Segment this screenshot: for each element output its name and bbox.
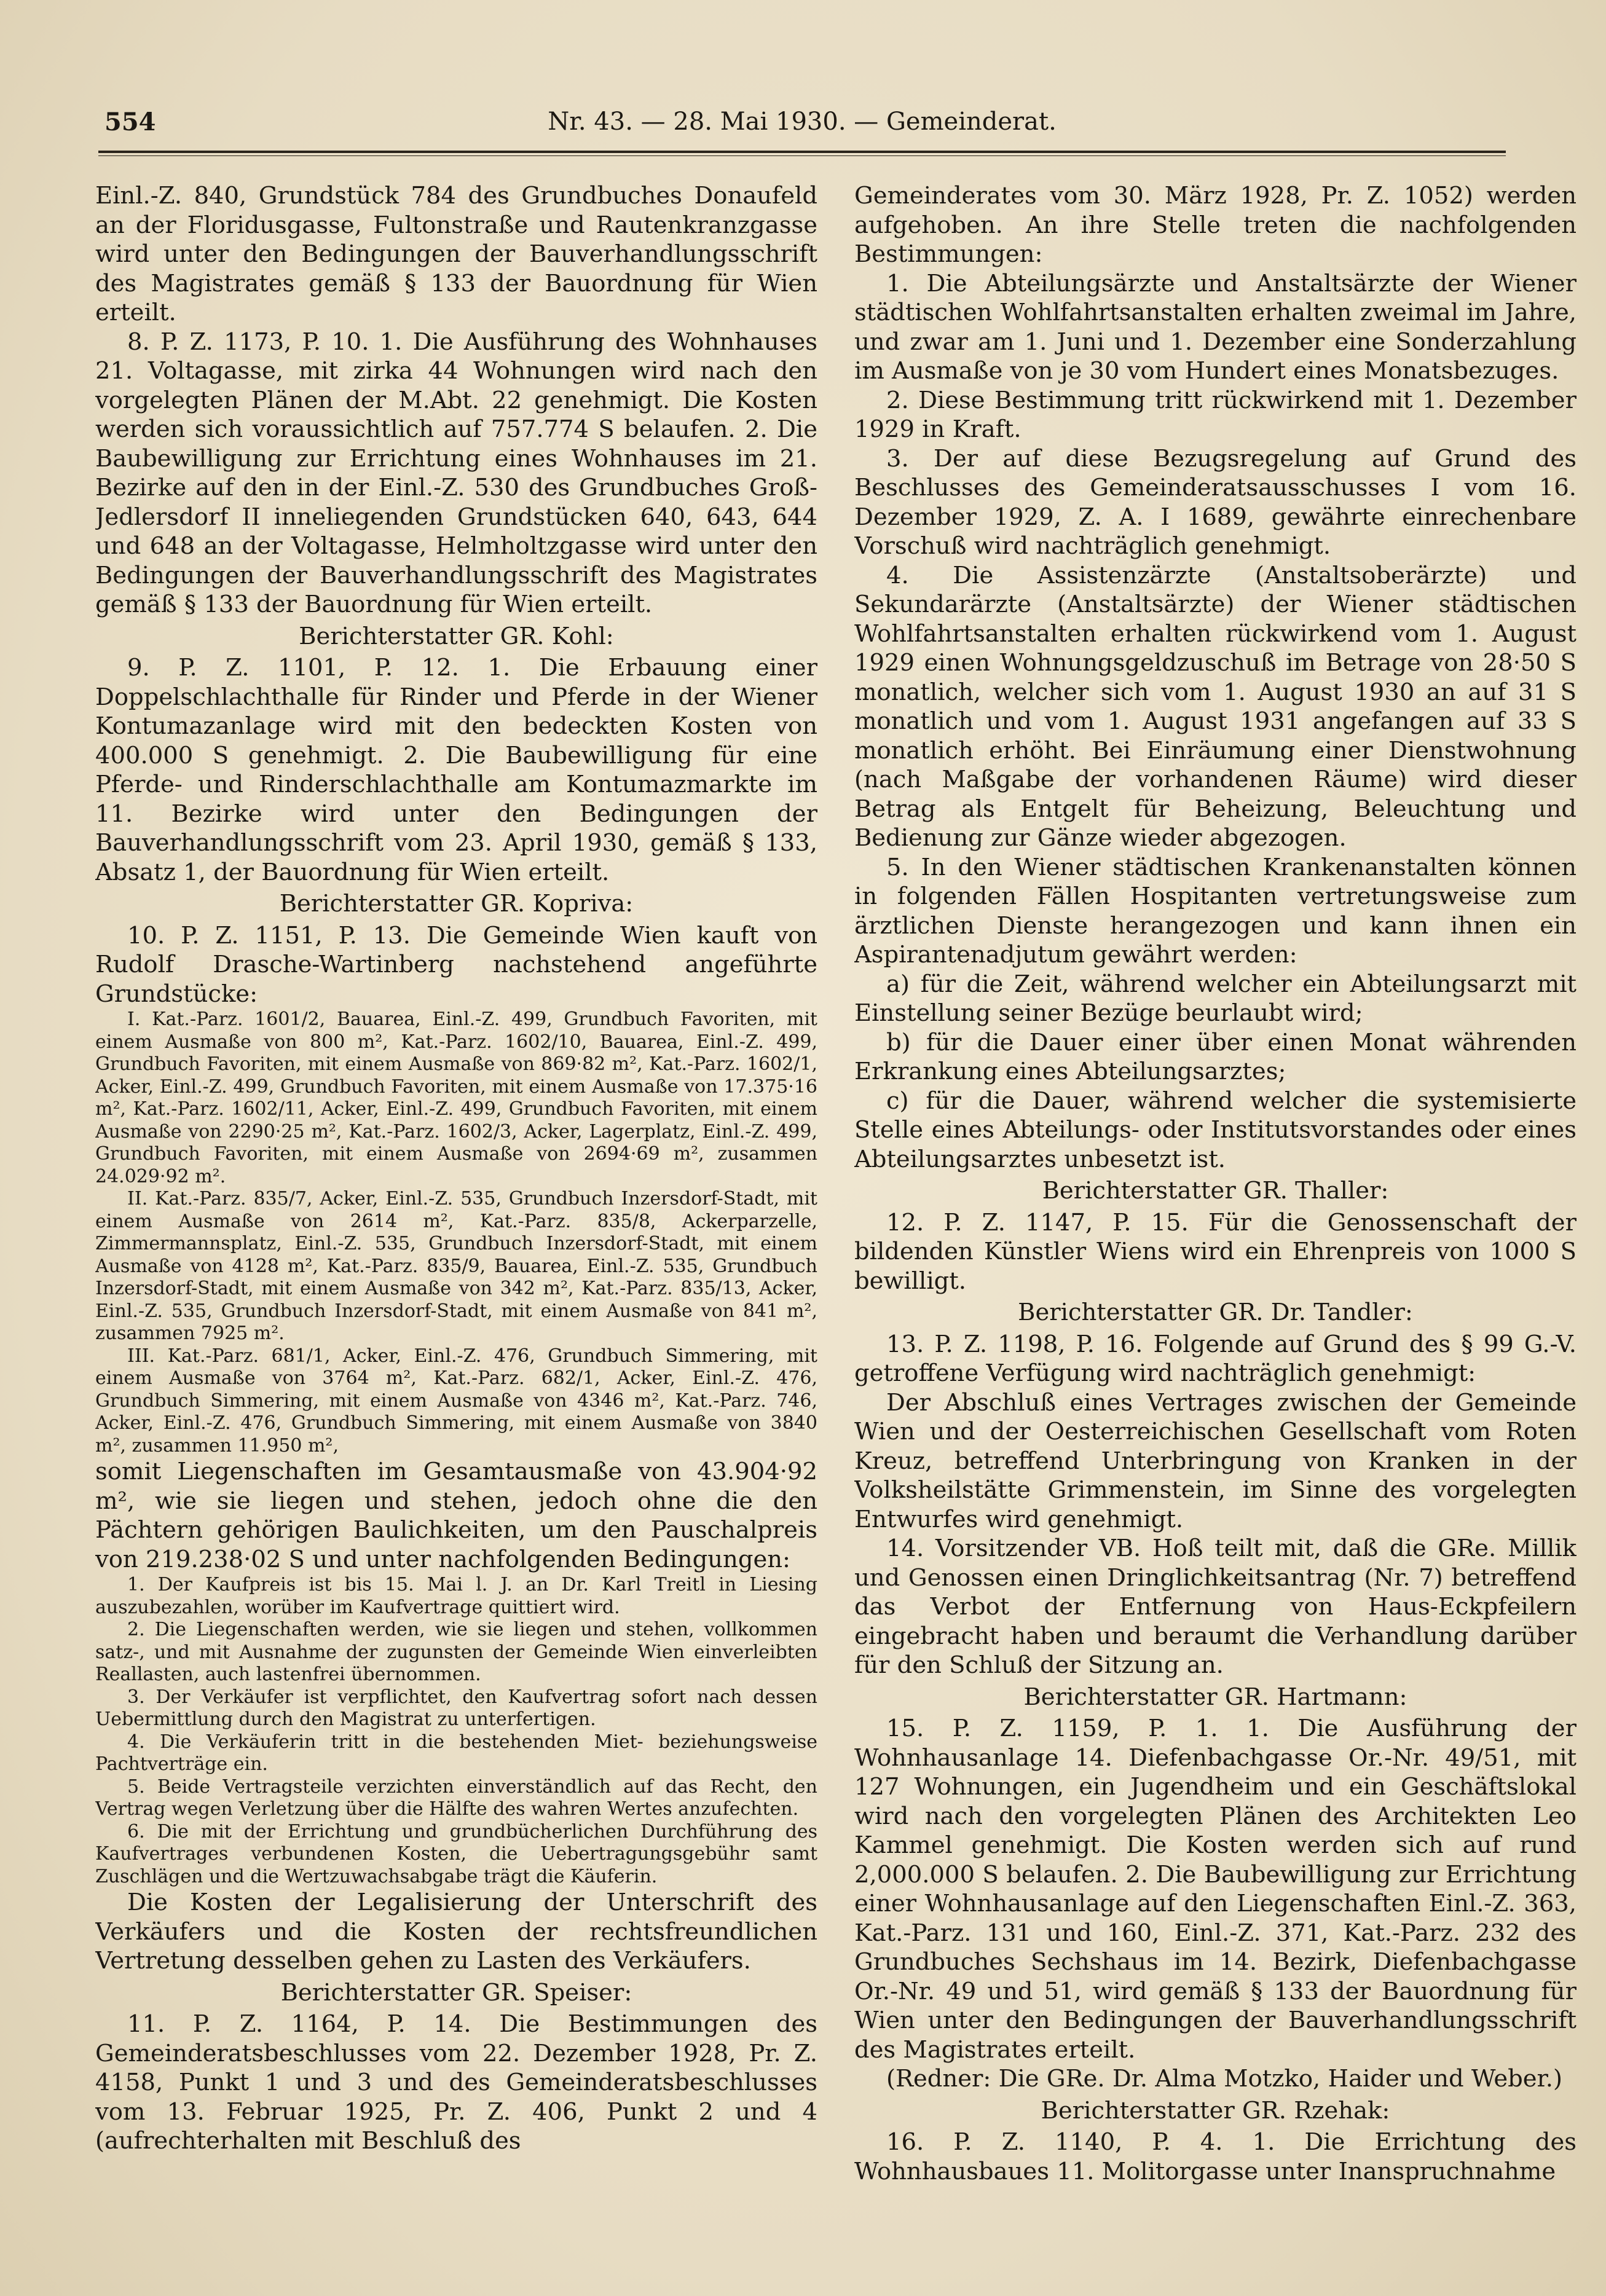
condition-item: 1. Der Kaufpreis ist bis 15. Mai l. J. an Dr. Karl Treitl in Liesing auszubezahlen, worüber im Kaufvertrage quittiert wird.: [95, 1574, 817, 1618]
section-heading: Berichterstatter GR. Dr. Tandler:: [1018, 1299, 1413, 1326]
paragraph: 8. P. Z. 1173, P. 10. 1. Die Ausführung des Wohnhauses 21. Voltagasse, mit zirka 44 Wohnungen wird nach den vorgelegten Plänen der M.Abt. 22 genehmigt. Die Kosten werden sich voraussichtlich auf 757.774 S belaufen. 2. Die Baubewilligung zur Errichtung eines Wohnhauses im 21. Bezirke auf den in der Einl.-Z. 530 des Grundbuches Groß-Jedlersdorf II inneliegenden Grundstücken 640, 643, 644 und 648 an der Voltagasse, Helmholtzgasse wird unter den Bedingungen der Bauverhandlungsschrift des Magistrates gemäß § 133 der Bauordnung für Wien erteilt.: [95, 328, 817, 618]
page-header: [98, 104, 1506, 147]
paragraph: 13. P. Z. 1198, P. 16. Folgende auf Grund des § 99 G.-V. getroffene Verfügung wird nachträglich genehmigt:: [854, 1330, 1576, 1387]
list-item: c) für die Dauer, während welcher die systemisierte Stelle eines Abteilungs- oder Institutsvorstandes oder eines Abteilungsarztes unbesetzt ist.: [854, 1087, 1576, 1173]
paragraph: 12. P. Z. 1147, P. 15. Für die Genossenschaft der bildenden Künstler Wiens wird ein Ehrenpreis von 1000 S bewilligt.: [854, 1208, 1576, 1295]
condition-item: 6. Die mit der Errichtung und grundbücherlichen Durchführung des Kaufvertrages verbundenen Kosten, die Uebertragungsgebühr samt Zuschlägen und die Wertzuwachsabgabe trägt die Käuferin.: [95, 1820, 817, 1887]
section-heading: Berichterstatter GR. Rzehak:: [1041, 2096, 1390, 2125]
paragraph: 2. Diese Bestimmung tritt rückwirkend mit 1. Dezember 1929 in Kraft.: [854, 386, 1576, 443]
header-rule-thin: [98, 155, 1506, 156]
paragraph: Der Abschluß eines Vertrages zwischen der Gemeinde Wien und der Oesterreichischen Gesellschaft vom Roten Kreuz, betreffend Unterbringung von Kranken in der Volksheilstätte Grimmenstein, im Sinne des vorgelegten Entwurfes wird genehmigt.: [854, 1388, 1576, 1533]
header-rule: [98, 151, 1506, 153]
parcel-list-item: II. Kat.-Parz. 835/7, Acker, Einl.-Z. 535, Grundbuch Inzersdorf-Stadt, mit einem Ausmaße von 2614 m², Kat.-Parz. 835/8, Ackerparzelle, Zimmermannsplatz, Einl.-Z. 535, Grundbuch Inzersdorf-Stadt, mit einem Ausmaße von 4128 m², Kat.-Parz. 835/9, Bauarea, Einl.-Z. 535, Grundbuch Inzersdorf-Stadt, mit einem Ausmaße von 342 m², Kat.-Parz. 835/13, Acker, Einl.-Z. 535, Grundbuch Inzersdorf-Stadt, mit einem Ausmaße von 841 m², zusammen 7925 m².: [95, 1188, 817, 1344]
paragraph: 11. P. Z. 1164, P. 14. Die Bestimmungen des Gemeinderatsbeschlusses vom 22. Dezember 1928, Pr. Z. 4158, Punkt 1 und 3 und des Gemeinderatsbeschlusses vom 13. Februar 1925, Pr. Z. 406, Punkt 2 und 4 (aufrechterhalten mit Beschluß des: [95, 2010, 817, 2155]
section-heading: Berichterstatter GR. Speiser:: [280, 1978, 632, 2007]
section-heading: Berichterstatter GR. Thaller:: [1042, 1177, 1389, 1205]
paragraph: 1. Die Abteilungsärzte und Anstaltsärzte der Wiener städtischen Wohlfahrtsanstalten erhalten zweimal im Jahre, und zwar am 1. Juni und 1. Dezember eine Sonderzahlung im Ausmaße von je 30 vom Hundert eines Monatsbezuges.: [854, 269, 1576, 385]
paragraph: Gemeinderates vom 30. März 1928, Pr. Z. 1052) werden aufgehoben. An ihre Stelle treten die nachfolgenden Bestimmungen:: [854, 182, 1576, 268]
paragraph: 5. In den Wiener städtischen Krankenanstalten können in folgenden Fällen Hospitanten vertretungsweise zum ärztlichen Dienste herangezogen und kann ihnen ein Aspirantenadjutum gewährt werden:: [854, 853, 1576, 969]
running-title: Nr. 43. — 28. Mai 1930. — Gemeinderat.: [548, 108, 1057, 136]
paragraph: 16. P. Z. 1140, P. 4. 1. Die Errichtung des Wohnhausbaues 11. Molitorgasse unter Inanspruchnahme: [854, 2128, 1576, 2185]
paragraph: 10. P. Z. 1151, P. 13. Die Gemeinde Wien kauft von Rudolf Drasche-Wartinberg nachstehend angeführte Grundstücke:: [95, 921, 817, 1008]
condition-item: 4. Die Verkäuferin tritt in die bestehenden Miet- beziehungsweise Pachtverträge ein.: [95, 1731, 817, 1775]
right-column: [854, 181, 1576, 2209]
parcel-list-item: I. Kat.-Parz. 1601/2, Bauarea, Einl.-Z. 499, Grundbuch Favoriten, mit einem Ausmaße von 800 m², Kat.-Parz. 1602/10, Bauarea, Einl.-Z. 499, Grundbuch Favoriten, mit einem Ausmaße von 869·82 m², Kat.-Parz. 1602/1, Acker, Einl.-Z. 499, Grundbuch Favoriten, mit einem Ausmaße von 17.375·16 m², Kat.-Parz. 1602/11, Acker, Einl.-Z. 499, Grundbuch Favoriten, mit einem Ausmaße von 2290·25 m², Kat.-Parz. 1602/3, Acker, Lagerplatz, Einl.-Z. 499, Grundbuch Favoriten, mit einem Ausmaße von 2694·69 m², zusammen 24.029·92 m².: [95, 1008, 817, 1187]
paragraph: somit Liegenschaften im Gesamtausmaße von 43.904·92 m², wie sie liegen und stehen, jedoch ohne die den Pächtern gehörigen Baulichkeiten, um den Pauschalpreis von 219.238·02 S und unter nachfolgenden Bedingungen:: [95, 1458, 817, 1573]
paragraph: Die Kosten der Legalisierung der Unterschrift des Verkäufers und die Kosten der rechtsfreundlichen Vertretung desselben gehen zu Lasten des Verkäufers.: [95, 1889, 817, 1975]
section-heading: Berichterstatter GR. Kopriva:: [279, 890, 634, 918]
paragraph: 4. Die Assistenzärzte (Anstaltsoberärzte) und Sekundarärzte (Anstaltsärzte) der Wiener städtischen Wohlfahrtsanstalten erhalten rückwirkend vom 1. August 1929 einen Wohnungsgeldzuschuß im Betrage von 28·50 S monatlich, welcher sich vom 1. August 1930 an auf 31 S monatlich und vom 1. August 1931 angefangen auf 33 S monatlich erhöht. Bei Einräumung einer Dienstwohnung (nach Maßgabe der vorhandenen Räume) wird dieser Betrag als Entgelt für Beheizung, Beleuchtung und Bedienung zur Gänze wieder abgezogen.: [854, 561, 1576, 852]
condition-item: 3. Der Verkäufer ist verpflichtet, den Kaufvertrag sofort nach dessen Uebermittlung durch den Magistrat zu unterfertigen.: [95, 1686, 817, 1730]
paragraph: 3. Der auf diese Bezugsregelung auf Grund des Beschlusses des Gemeinderatsausschusses I vom 16. Dezember 1929, Z. A. I 1689, gewährte einrechenbare Vorschuß wird nachträglich genehmigt.: [854, 444, 1576, 560]
page-number: 554: [104, 108, 156, 136]
paragraph: 9. P. Z. 1101, P. 12. 1. Die Erbauung einer Doppelschlachthalle für Rinder und Pferde in der Wiener Kontumazanlage wird mit den bedeckten Kosten von 400.000 S genehmigt. 2. Die Baubewilligung für eine Pferde- und Rinderschlachthalle am Kontumazmarkte im 11. Bezirke wird unter den Bedingungen der Bauverhandlungsschrift vom 23. April 1930, gemäß § 133, Absatz 1, der Bauordnung für Wien erteilt.: [95, 654, 817, 886]
paragraph: 14. Vorsitzender VB. Hoß teilt mit, daß die GRe. Millik und Genossen einen Dringlichkeitsantrag (Nr. 7) betreffend das Verbot der Entfernung von Haus-Eckpfeilern eingebracht haben und beraumt die Verhandlung darüber für den Schluß der Sitzung an.: [854, 1535, 1576, 1679]
section-heading: Berichterstatter GR. Kohl:: [299, 622, 614, 650]
list-item: a) für die Zeit, während welcher ein Abteilungsarzt mit Einstellung seiner Bezüge beurlaubt wird;: [854, 970, 1576, 1027]
parcel-list-item: III. Kat.-Parz. 681/1, Acker, Einl.-Z. 476, Grundbuch Simmering, mit einem Ausmaße von 3764 m², Kat.-Parz. 682/1, Acker, Einl.-Z. 476, Grundbuch Simmering, mit einem Ausmaße von 4346 m², Kat.-Parz. 746, Acker, Einl.-Z. 476, Grundbuch Simmering, mit einem Ausmaße von 3840 m², zusammen 11.950 m²,: [95, 1345, 817, 1457]
list-item: b) für die Dauer einer über einen Monat währenden Erkrankung eines Abteilungsarztes;: [854, 1028, 1576, 1085]
section-heading: Berichterstatter GR. Hartmann:: [1023, 1683, 1407, 1711]
condition-item: 2. Die Liegenschaften werden, wie sie liegen und stehen, vollkommen satz-, und mit Ausnahme der zugunsten der Gemeinde Wien einverleibten Reallasten, auch lastenfrei übernommen.: [95, 1619, 817, 1685]
left-column: [95, 181, 817, 2209]
condition-item: 5. Beide Vertragsteile verzichten einverständlich auf das Recht, den Vertrag wegen Verletzung über die Hälfte des wahren Wertes anzufechten.: [95, 1775, 817, 1820]
speakers-note: (Redner: Die GRe. Dr. Alma Motzko, Haider und Weber.): [886, 2065, 1562, 2093]
paragraph: 15. P. Z. 1159, P. 1. 1. Die Ausführung der Wohnhausanlage 14. Diefenbachgasse Or.-Nr. 49/51, mit 127 Wohnungen, ein Jugendheim und ein Geschäftslokal wird nach den vorgelegten Plänen des Architekten Leo Kammel genehmigt. Die Kosten werden sich auf rund 2,000.000 S belaufen. 2. Die Baubewilligung zur Errichtung einer Wohnhausanlage auf den Liegenschaften Einl.-Z. 363, Kat.-Parz. 131 und 160, Einl.-Z. 371, Kat.-Parz. 232 des Grundbuches Sechshaus im 14. Bezirk, Diefenbachgasse Or.-Nr. 49 und 51, wird gemäß § 133 der Bauordnung für Wien unter den Bedingungen der Bauverhandlungsschrift des Magistrates erteilt.: [854, 1715, 1576, 2064]
paragraph: Einl.-Z. 840, Grundstück 784 des Grundbuches Donaufeld an der Floridusgasse, Fultonstraße und Rautenkranzgasse wird unter den Bedingungen der Bauverhandlungsschrift des Magistrates gemäß § 133 der Bauordnung für Wien erteilt.: [95, 182, 817, 326]
